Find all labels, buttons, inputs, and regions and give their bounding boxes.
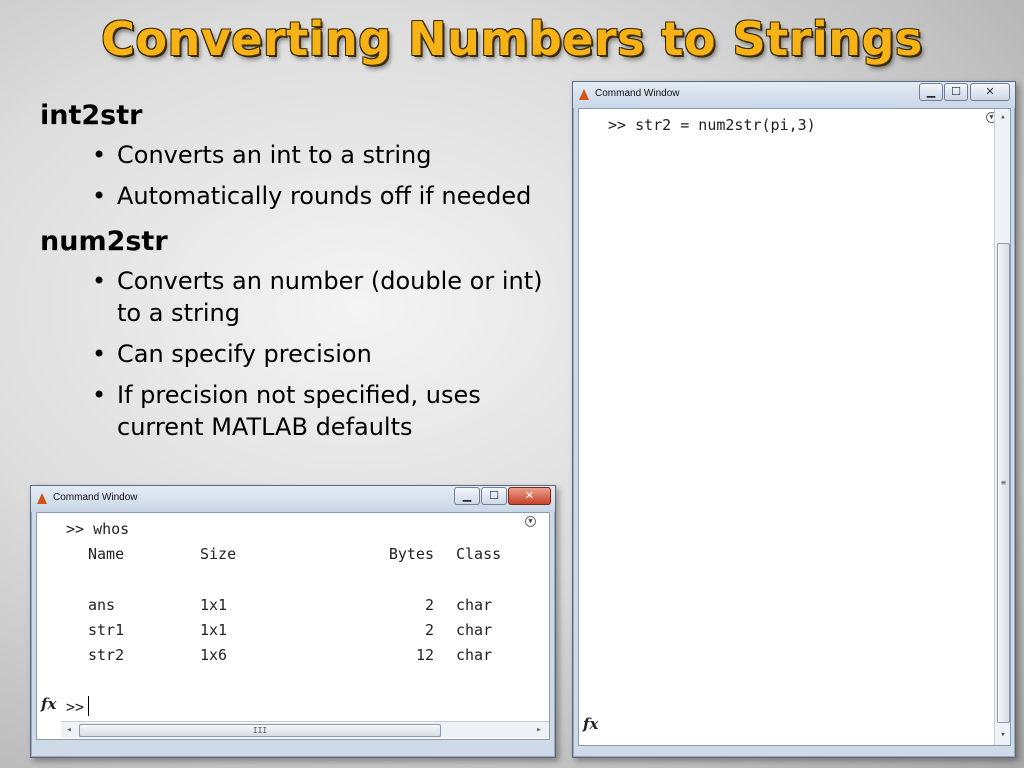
menu-arrow-icon[interactable]: ▼ [986,112,997,123]
scroll-right-arrow-icon[interactable]: ▸ [536,725,542,735]
table-cell: 12 [415,646,434,664]
scrollbar-thumb[interactable]: III [79,724,441,737]
right-command-window[interactable] [572,81,1016,758]
fx-gutter [579,109,603,745]
command-line: >> whos [66,520,130,538]
table-cell: 2 [424,621,434,639]
matlab-icon [579,89,589,100]
window-title: Command Window [595,88,680,99]
minimize-button[interactable] [919,83,943,101]
table-cell: 1x1 [200,621,228,639]
text-caret [88,696,89,716]
minimize-icon: ▁ [926,85,936,98]
maximize-icon: ☐ [951,85,961,98]
slide-title: Converting Numbers to Strings [101,12,923,66]
prompt: >> [66,698,85,716]
table-cell: 1x1 [200,596,228,614]
bullet-item: • If precision not specified, uses current MATLAB defaults [92,379,547,443]
right-window-titlebar[interactable] [573,82,1015,108]
section-heading-num2str: num2str [40,226,168,257]
scroll-left-arrow-icon[interactable]: ◂ [66,725,72,735]
table-cell: ans [88,596,116,614]
horizontal-scrollbar[interactable] [61,721,549,738]
command-line: >> str2 = num2str(pi,3) [608,116,816,134]
int2str-bullet-list [40,139,570,212]
bullet-content [40,100,570,452]
vertical-scrollbar[interactable] [994,109,1011,745]
table-row [88,596,492,614]
table-row [88,621,492,639]
table-cell: char [456,621,493,639]
matlab-icon [37,493,47,504]
table-cell: char [456,596,493,614]
table-header-row [88,545,501,563]
menu-arrow-icon[interactable]: ▼ [525,516,536,527]
column-header: Bytes [388,545,434,563]
table-cell: str1 [88,621,125,639]
table-cell: 1x6 [200,646,228,664]
table-cell: char [456,646,493,664]
maximize-button[interactable] [481,487,507,505]
bullet-item: • Can specify precision [92,338,570,370]
close-button[interactable] [508,487,551,505]
left-command-window[interactable] [30,485,556,758]
bullet-item: • Converts an int to a string [92,139,570,171]
scroll-down-arrow-icon[interactable]: ▾ [1000,730,1006,740]
column-header: Class [456,545,502,563]
section-heading-int2str: int2str [40,100,143,131]
column-header: Name [88,545,125,563]
command-window-content[interactable] [36,512,550,740]
prompt-line[interactable] [66,696,89,716]
close-icon: ✕ [985,85,995,98]
table-cell: str2 [88,646,125,664]
fx-icon[interactable]: fx [41,695,57,713]
minimize-button[interactable] [454,487,480,505]
maximize-button[interactable] [944,83,968,101]
close-icon: ✕ [524,489,535,502]
scrollbar-thumb[interactable]: ≡ [997,243,1010,723]
scroll-up-arrow-icon[interactable]: ▴ [1000,112,1006,122]
left-window-titlebar[interactable] [31,486,555,512]
num2str-bullet-list [40,265,570,443]
close-button[interactable] [970,83,1010,101]
bullet-item: • Automatically rounds off if needed [92,180,570,212]
command-window-content[interactable] [578,108,1011,746]
minimize-icon: ▁ [462,489,472,502]
column-header: Size [200,545,237,563]
table-row [88,646,492,664]
bullet-item: • Converts an number (double or int) to a string [92,265,547,329]
window-title: Command Window [53,492,138,503]
table-cell: 2 [424,596,434,614]
fx-icon[interactable]: fx [583,715,599,733]
maximize-icon: ☐ [489,489,499,502]
